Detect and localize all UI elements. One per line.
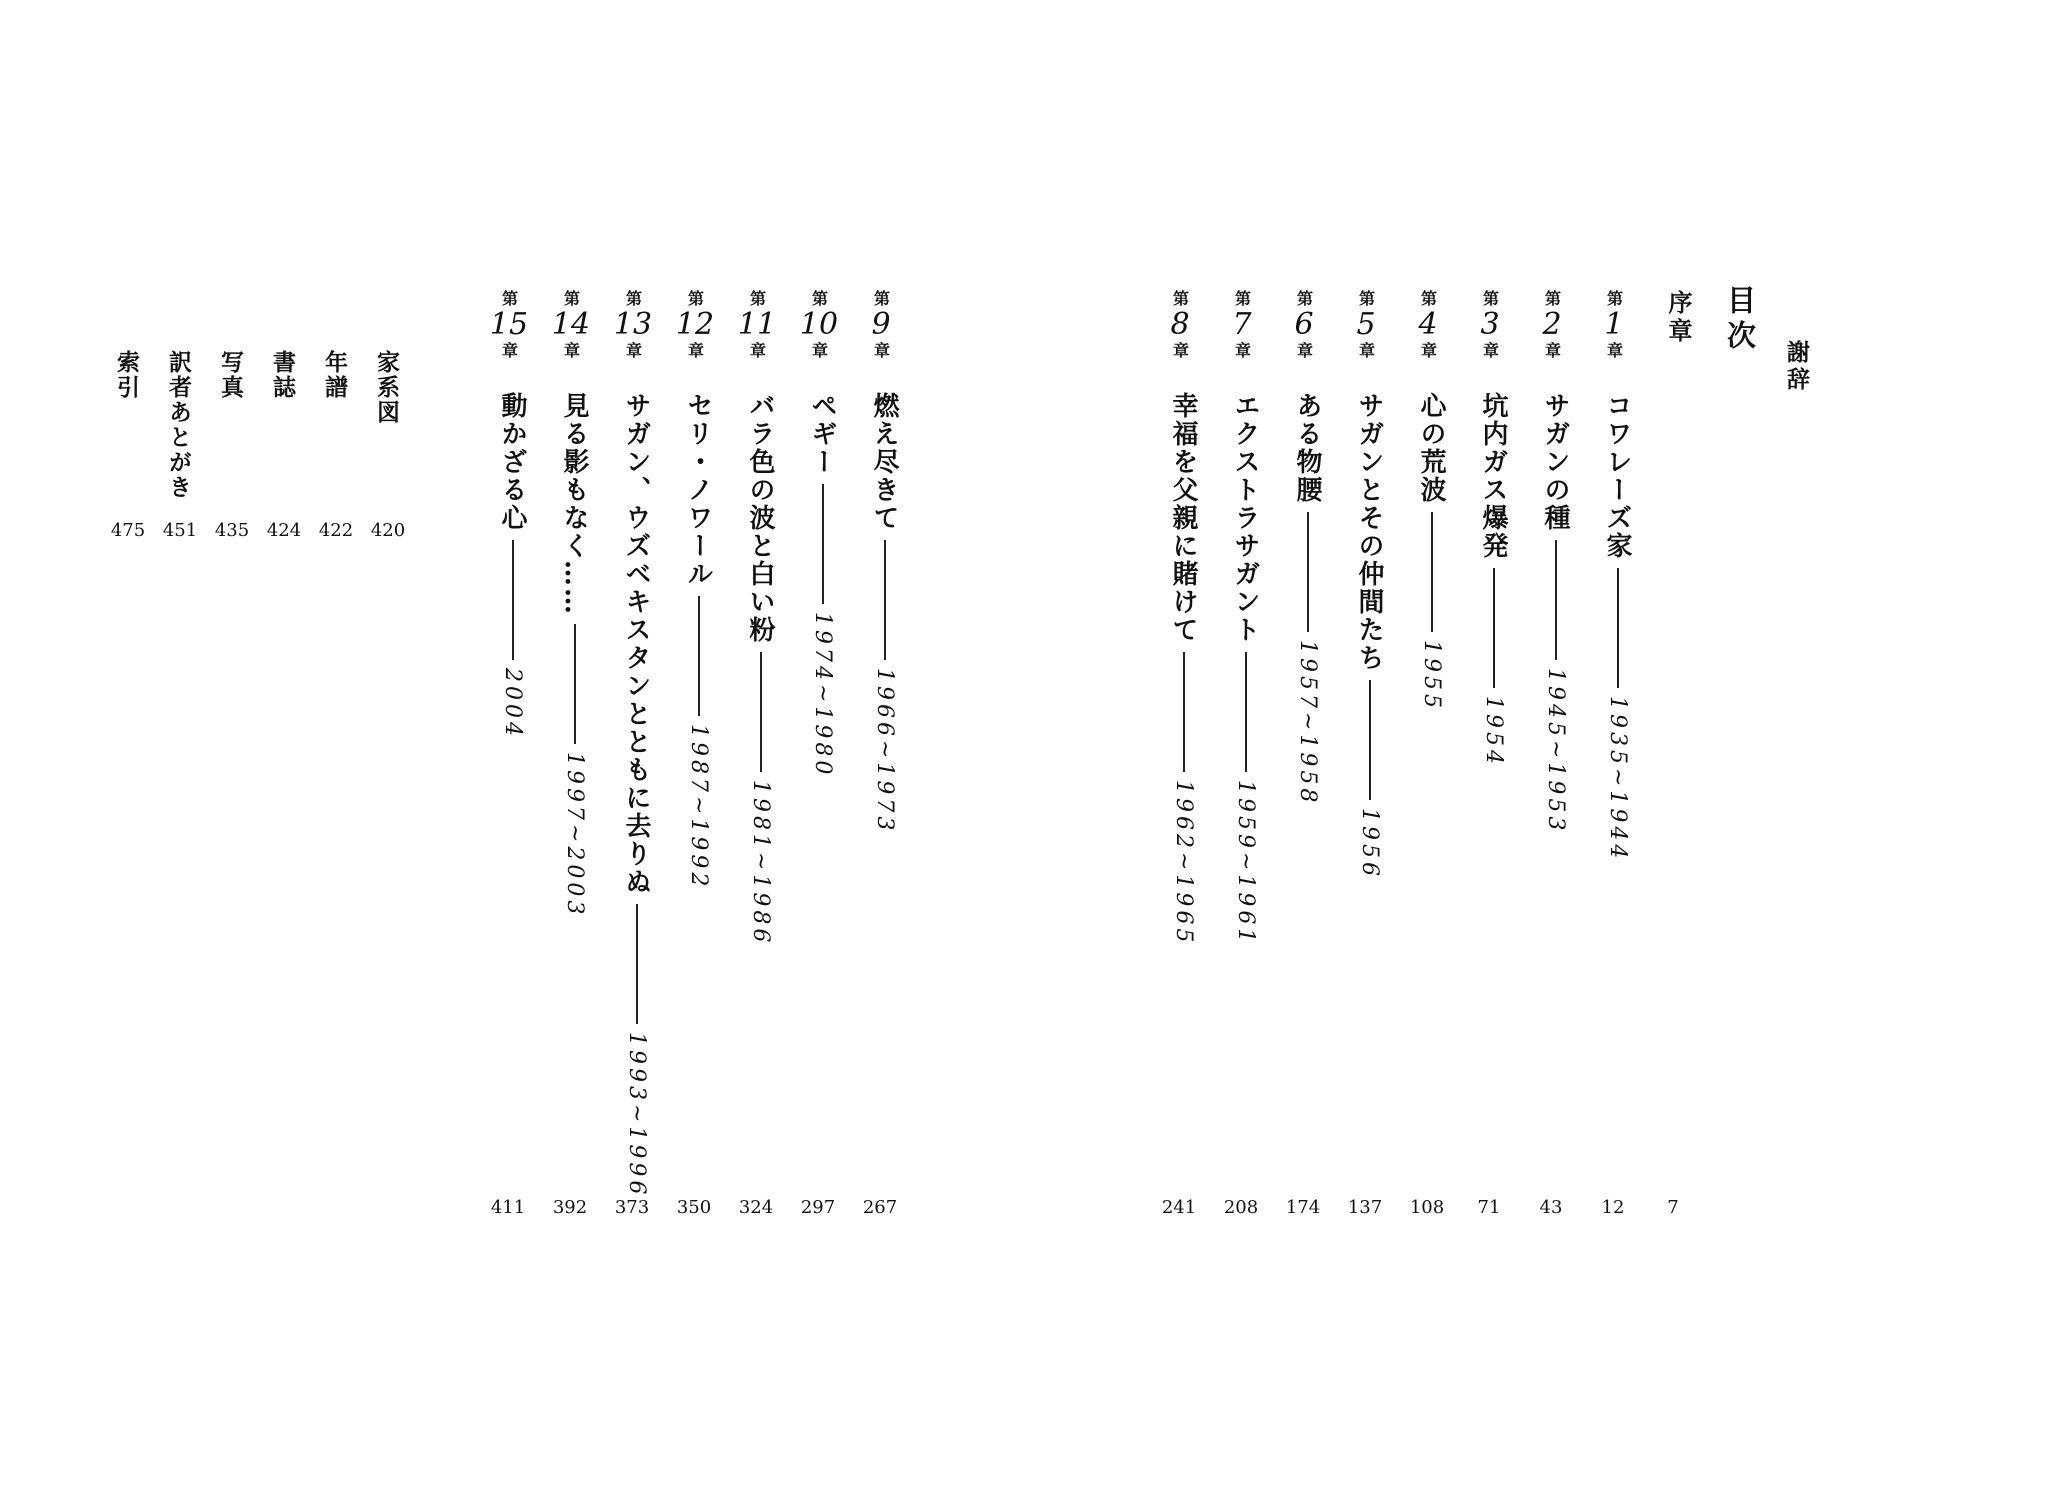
toc-entry-chapter-9[interactable] xyxy=(866,392,903,834)
chapter-number: 13 xyxy=(613,307,653,342)
toc-entry-prologue[interactable]: 序章 xyxy=(1664,290,1693,346)
chapter-label xyxy=(486,290,532,358)
chapter-prefix: 第 xyxy=(871,290,891,306)
chapter-years: 1945~1953 xyxy=(1543,668,1568,835)
chapter-suffix: 章 xyxy=(747,342,767,358)
chapter-prefix: 第 xyxy=(1356,290,1376,306)
page-number: 451 xyxy=(162,520,198,541)
chapter-number: 2 xyxy=(1542,307,1562,342)
leader-dash xyxy=(1307,512,1309,632)
leader-dash xyxy=(1431,512,1433,632)
chapter-years: 1966~1973 xyxy=(872,668,897,835)
leader-dash xyxy=(884,540,886,660)
chapter-number: 5 xyxy=(1356,307,1376,342)
toc-entry-chapter-8[interactable] xyxy=(1165,392,1202,946)
chapter-suffix: 章 xyxy=(1232,342,1252,358)
page-number: 422 xyxy=(318,520,354,541)
chapter-label xyxy=(1281,290,1327,358)
toc-entry-chapter-1[interactable] xyxy=(1599,392,1636,862)
leader-dash xyxy=(698,596,700,716)
toc-entry-end-matter[interactable]: 年譜 xyxy=(321,350,348,400)
page-number: 435 xyxy=(214,520,250,541)
chapter-title: バラ色の波と白い粉 xyxy=(745,392,775,644)
chapter-years: 1957~1958 xyxy=(1295,640,1320,807)
leader-dash xyxy=(512,540,514,660)
chapter-suffix: 章 xyxy=(1170,342,1190,358)
chapter-number: 6 xyxy=(1294,307,1314,342)
toc-entry-end-matter[interactable]: 家系図 xyxy=(373,350,400,425)
chapter-number: 10 xyxy=(799,307,839,342)
leader-dash xyxy=(1555,540,1557,660)
chapter-years: 2004 xyxy=(500,668,525,740)
chapter-label xyxy=(1343,290,1389,358)
chapter-number: 8 xyxy=(1170,307,1190,342)
chapter-suffix: 章 xyxy=(1356,342,1376,358)
chapter-label xyxy=(672,290,718,358)
chapter-years: 1935~1944 xyxy=(1605,696,1630,863)
chapter-years: 1954 xyxy=(1481,696,1506,768)
chapter-prefix: 第 xyxy=(1232,290,1252,306)
chapter-suffix: 章 xyxy=(1480,342,1500,358)
chapter-years: 1956 xyxy=(1357,808,1382,880)
toc-entry-chapter-15[interactable] xyxy=(494,392,531,740)
chapter-years: 1987~1992 xyxy=(686,724,711,891)
chapter-title: 見る影もなく…… xyxy=(559,392,589,616)
chapter-years: 1993~1996 xyxy=(624,1032,649,1199)
chapter-years: 1997~2003 xyxy=(562,752,587,919)
chapter-number: 12 xyxy=(675,307,715,342)
chapter-prefix: 第 xyxy=(1542,290,1562,306)
leader-dash xyxy=(1183,652,1185,772)
chapter-prefix: 第 xyxy=(1604,290,1624,306)
chapter-title: サガン、ウズベキスタンとともに去りぬ xyxy=(621,392,651,896)
chapter-label xyxy=(796,290,842,358)
chapter-title: サガンの種 xyxy=(1540,392,1570,532)
leader-dash xyxy=(1617,568,1619,688)
toc-entry-chapter-13[interactable] xyxy=(618,392,655,1198)
chapter-label xyxy=(610,290,656,358)
chapter-label xyxy=(1467,290,1513,358)
chapter-suffix: 章 xyxy=(499,342,519,358)
chapter-label xyxy=(1405,290,1451,358)
page-number: 174 xyxy=(1285,1197,1321,1218)
toc-entry-chapter-14[interactable] xyxy=(556,392,593,918)
chapter-suffix: 章 xyxy=(561,342,581,358)
chapter-number: 7 xyxy=(1232,307,1252,342)
chapter-number: 14 xyxy=(551,307,591,342)
chapter-years: 1959~1961 xyxy=(1233,780,1258,947)
leader-dash xyxy=(1369,680,1371,800)
chapter-years: 1981~1986 xyxy=(748,780,773,947)
page-number: 208 xyxy=(1223,1197,1259,1218)
toc-entry-acknowledgements[interactable]: 謝辞 xyxy=(1783,340,1810,394)
chapter-suffix: 章 xyxy=(623,342,643,358)
page-number: 12 xyxy=(1601,1197,1625,1218)
chapter-prefix: 第 xyxy=(1480,290,1500,306)
toc-heading: 目次 xyxy=(1723,285,1757,355)
leader-dash xyxy=(636,904,638,1024)
page-number: 392 xyxy=(552,1197,588,1218)
chapter-number: 4 xyxy=(1418,307,1438,342)
chapter-label xyxy=(858,290,904,358)
chapter-label xyxy=(548,290,594,358)
toc-entry-end-matter[interactable]: 訳者あとがき xyxy=(165,350,192,500)
chapter-title: 心の荒波 xyxy=(1416,392,1446,504)
toc-entry-chapter-10[interactable] xyxy=(804,392,841,778)
page-number: 297 xyxy=(800,1197,836,1218)
chapter-suffix: 章 xyxy=(1294,342,1314,358)
toc-entry-chapter-7[interactable] xyxy=(1227,392,1264,946)
chapter-label xyxy=(1219,290,1265,358)
chapter-suffix: 章 xyxy=(685,342,705,358)
chapter-title: 坑内ガス爆発 xyxy=(1478,392,1508,560)
chapter-prefix: 第 xyxy=(499,290,519,306)
chapter-label xyxy=(1591,290,1637,358)
chapter-label xyxy=(734,290,780,358)
chapter-title: ある物腰 xyxy=(1292,392,1322,504)
chapter-prefix: 第 xyxy=(1418,290,1438,306)
chapter-number: 1 xyxy=(1604,307,1624,342)
page-number: 420 xyxy=(370,520,406,541)
chapter-prefix: 第 xyxy=(561,290,581,306)
chapter-suffix: 章 xyxy=(1418,342,1438,358)
chapter-title: 幸福を父親に賭けて xyxy=(1168,392,1198,644)
toc-entry-end-matter[interactable]: 書誌 xyxy=(269,350,296,400)
page-number: 71 xyxy=(1477,1197,1501,1218)
page-number: 241 xyxy=(1161,1197,1197,1218)
page-number: 350 xyxy=(676,1197,712,1218)
chapter-number: 15 xyxy=(489,307,529,342)
chapter-years: 1955 xyxy=(1419,640,1444,712)
toc-entry-chapter-2[interactable] xyxy=(1537,392,1574,834)
page-number: 137 xyxy=(1347,1197,1383,1218)
chapter-title: 燃え尽きて xyxy=(869,392,899,532)
chapter-label xyxy=(1529,290,1575,358)
chapter-suffix: 章 xyxy=(1542,342,1562,358)
chapter-suffix: 章 xyxy=(1604,342,1624,358)
chapter-prefix: 第 xyxy=(623,290,643,306)
leader-dash xyxy=(1493,568,1495,688)
leader-dash xyxy=(760,652,762,772)
chapter-title: エクストラサガント xyxy=(1230,392,1260,644)
page-number: 373 xyxy=(614,1197,650,1218)
chapter-years: 1962~1965 xyxy=(1171,780,1196,947)
chapter-number: 11 xyxy=(737,307,777,342)
chapter-title: サガンとその仲間たち xyxy=(1354,392,1384,672)
leader-dash xyxy=(822,484,824,604)
chapter-number: 9 xyxy=(871,307,891,342)
toc-entry-chapter-12[interactable] xyxy=(680,392,717,890)
page-number: 411 xyxy=(490,1197,526,1218)
leader-dash xyxy=(1245,652,1247,772)
toc-entry-chapter-3[interactable] xyxy=(1475,392,1512,768)
chapter-title: コワレーズ家 xyxy=(1602,392,1632,560)
chapter-number: 3 xyxy=(1480,307,1500,342)
chapter-label xyxy=(1157,290,1203,358)
chapter-prefix: 第 xyxy=(685,290,705,306)
chapter-title: ペギー xyxy=(807,392,837,476)
chapter-years: 1974~1980 xyxy=(810,612,835,779)
page-number: 475 xyxy=(110,520,146,541)
toc-entry-chapter-4[interactable] xyxy=(1413,392,1450,712)
toc-entry-chapter-11[interactable] xyxy=(742,392,779,946)
chapter-prefix: 第 xyxy=(809,290,829,306)
chapter-title: 動かざる心 xyxy=(497,392,527,532)
chapter-prefix: 第 xyxy=(1294,290,1314,306)
leader-dash xyxy=(574,624,576,744)
toc-entry-chapter-5[interactable] xyxy=(1351,392,1388,880)
chapter-prefix: 第 xyxy=(1170,290,1190,306)
page-number-prologue: 7 xyxy=(1667,1197,1679,1218)
page-number: 267 xyxy=(862,1197,898,1218)
chapter-title: セリ・ノワール xyxy=(683,392,713,588)
toc-entry-end-matter[interactable]: 写真 xyxy=(217,350,244,400)
toc-entry-chapter-6[interactable] xyxy=(1289,392,1326,806)
page-number: 424 xyxy=(266,520,302,541)
chapter-prefix: 第 xyxy=(747,290,767,306)
chapter-suffix: 章 xyxy=(809,342,829,358)
page-number: 324 xyxy=(738,1197,774,1218)
page-number: 108 xyxy=(1409,1197,1445,1218)
toc-entry-end-matter[interactable]: 索引 xyxy=(113,350,140,400)
chapter-suffix: 章 xyxy=(871,342,891,358)
page-number: 43 xyxy=(1539,1197,1563,1218)
